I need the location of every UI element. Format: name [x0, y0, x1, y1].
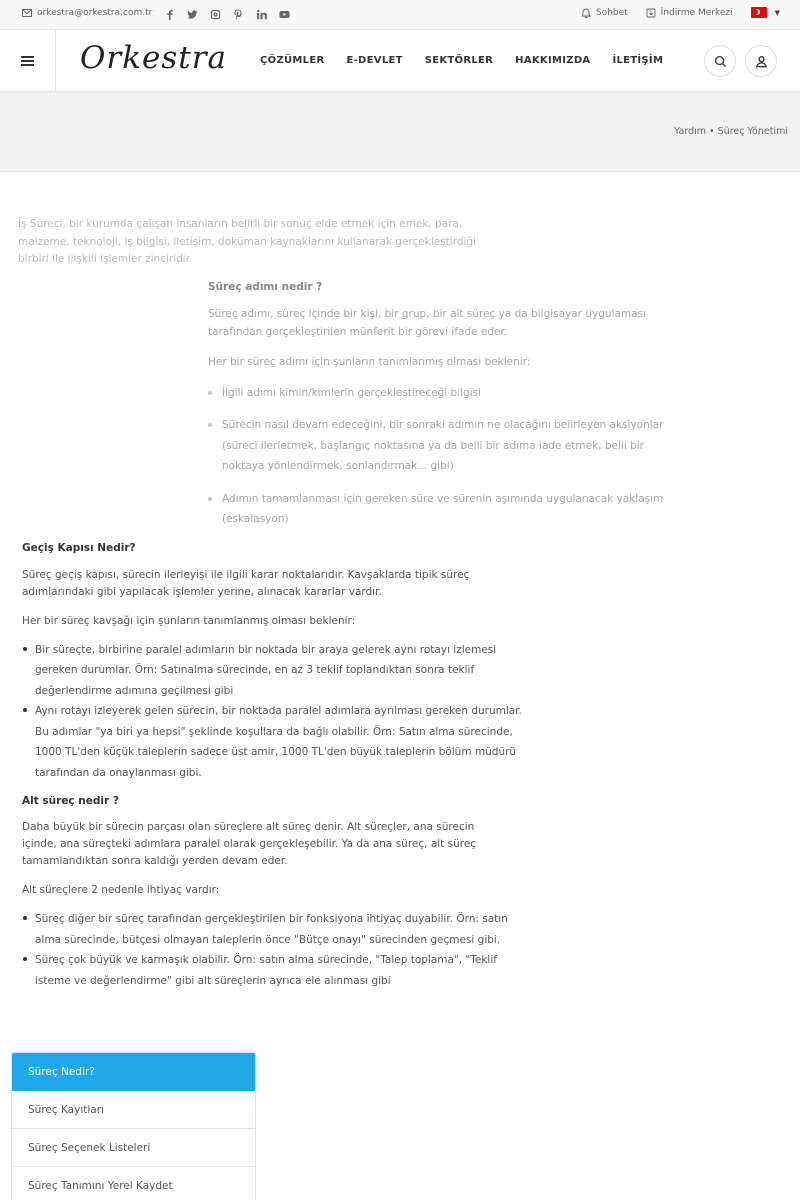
social-links: [162, 7, 291, 21]
chevron-down-icon: ▼: [774, 8, 780, 17]
chat-label: Sohbet: [595, 7, 628, 18]
contact-email-text: orkestra@orkestra.com.tr: [37, 8, 153, 18]
gate-list: [22, 640, 522, 784]
instagram-icon[interactable]: [208, 7, 222, 21]
user-account-button[interactable]: [745, 45, 777, 77]
chat-link[interactable]: [581, 8, 628, 18]
list-item: Süreç diğer bir süreç tarafından gerçekleştirilen bir fonksiyona ihtiyaç duyabilir. Örn: satın alma sürecinde, bütçesi olmayan taleplerin önce "Bütçe onayı" sürecinden geçmesi gibi.: [22, 909, 522, 950]
twitter-icon[interactable]: [185, 7, 199, 21]
facebook-icon[interactable]: [162, 7, 176, 21]
article-content: [18, 216, 682, 991]
main-nav: [260, 55, 663, 66]
nav-item-sectors[interactable]: SEKTÖRLER: [424, 55, 494, 66]
download-center-link[interactable]: [646, 8, 733, 18]
nav-item-about[interactable]: HAKKIMIZDA: [515, 55, 591, 66]
download-icon: [646, 8, 656, 18]
subprocess-paragraph: Daha büyük bir sürecin parçası olan süreçlere alt süreç denir. Alt süreçler, ana sürecin içinde, ana süreçteki adımlara paralel olarak gerçekleşebilir. Ya da ana süreç, alt süreç tamamlandıktan sonra kaldığı yerden devam eder.: [22, 821, 477, 867]
process-step-paragraph: Süreç adımı, süreç içinde bir kişi, bir grup, bir alt süreç ya da bilgisayar uygulaması tarafından gerçekleştirilen münferit bir görevi ifade eder.: [208, 307, 646, 338]
subprocess-lead: Alt süreçlere 2 nedenle ihtiyaç vardır:: [22, 884, 220, 896]
language-selector[interactable]: [751, 7, 780, 18]
menu-toggle-button[interactable]: [0, 30, 56, 92]
search-button[interactable]: [704, 45, 736, 77]
process-step-section: [208, 281, 678, 530]
contact-email[interactable]: [22, 8, 152, 18]
list-item: Sürecin nasıl devam edeceğini, bir sonraki adımın ne olacağını belirleyen aksiyonlar (süreci ilerletmek, başlangıç noktasına ya da belli bir adıma iade etmek, belli bir noktaya yönlendirmek, sonlandırmak... gibi): [208, 415, 678, 477]
help-side-menu: [11, 1052, 256, 1200]
download-center-label: İndirme Merkezi: [660, 7, 733, 18]
main-header: [0, 30, 800, 92]
subprocess-title: Alt süreç nedir ?: [22, 795, 119, 807]
side-menu-item-option-lists[interactable]: Süreç Seçenek Listeleri: [12, 1129, 255, 1167]
bell-icon: [581, 8, 591, 18]
pinterest-icon[interactable]: [231, 7, 245, 21]
breadcrumb[interactable]: Yardım • Süreç Yönetimi: [674, 126, 788, 137]
gate-lead: Her bir süreç kavşağı için şunların tanımlanmış olması beklenir:: [22, 614, 356, 627]
user-icon: [755, 55, 768, 68]
side-menu-item-what-is-process[interactable]: Süreç Nedir?: [12, 1053, 255, 1091]
search-icon: [714, 55, 727, 68]
gate-title: Geçiş Kapısı Nedir?: [22, 541, 136, 554]
intro-paragraph: İş Süreci, bir kurumda çalışan insanların belirli bir sonuç elde etmek için emek, para, malzeme, teknoloji, iş bilgisi, iletişim, doküman kaynaklarını kullanarak gerçekleştirdiği birbiri ile ilişkili işlemler zinciridir.: [18, 218, 477, 265]
list-item: Bir süreçte, birbirine paralel adımların bir noktada bir araya gelerek aynı rotayı izlemesi gereken durumlar. Örn: Satınalma sürecinde, en az 3 teklif toplandıktan sonra teklif değerlendirme adımına geçilmesi gibi: [22, 640, 522, 702]
youtube-icon[interactable]: [277, 7, 291, 21]
process-step-lead: Her bir süreç adımı için şunların tanımlanmış olması beklenir:: [208, 355, 531, 368]
logo[interactable]: Orkestra: [80, 40, 228, 76]
subprocess-list: [22, 909, 522, 991]
gate-paragraph: Süreç geçiş kapısı, sürecin ilerleyişi ile ilgili karar noktalarıdır. Kavşaklarda tipik süreç adımlarındaki gibi yapılacak işlemler yerine, alınacak kararlar vardır.: [22, 568, 470, 598]
nav-item-solutions[interactable]: ÇÖZÜMLER: [260, 55, 325, 66]
hamburger-icon: [21, 60, 34, 62]
page-banner: [0, 92, 800, 172]
process-step-title: Süreç adımı nedir ?: [208, 280, 323, 293]
list-item: Süreç çok büyük ve karmaşık olabilir. Örn: satın alma sürecinde, "Talep toplama", "Teklif isteme ve değerlendirme" gibi alt süreçlerin ayrıca ele alınması gibi: [22, 950, 522, 991]
list-item: Adımın tamamlanması için gereken süre ve sürenin aşımında uygulanacak yaklaşım (eskalasyon): [208, 489, 678, 530]
subprocess-section: [22, 795, 682, 991]
side-menu-item-save-definition[interactable]: Süreç Tanımını Yerel Kaydet: [12, 1167, 255, 1200]
top-right-links: [581, 7, 780, 18]
process-step-list: [208, 383, 678, 530]
list-item: Aynı rotayı izleyerek gelen sürecin, bir noktada paralel adımlara ayrılması gereken durumlar. Bu adımlar "ya biri ya hepsi" şeklinde koşullara da bağlı olabilir. Örn: Satın alma sürecinde, 1000 TL'den küçük taleplerin sadece üst amir, 1000 TL'den büyük taleplerin bölüm müdürü tarafından da onaylanması gibi.: [22, 701, 522, 783]
linkedin-icon[interactable]: [254, 7, 268, 21]
top-bar: [0, 0, 800, 30]
side-menu-item-process-records[interactable]: Süreç Kayıtları: [12, 1091, 255, 1129]
nav-item-contact[interactable]: İLETİŞİM: [612, 55, 664, 66]
list-item: İlgili adımı kimin/kimlerin gerçeklestireceği bilgisi: [208, 383, 678, 404]
turkey-flag-icon: [751, 7, 767, 18]
mail-icon: [22, 9, 32, 17]
nav-item-e-government[interactable]: E-DEVLET: [346, 55, 403, 66]
gate-section: [22, 542, 682, 784]
